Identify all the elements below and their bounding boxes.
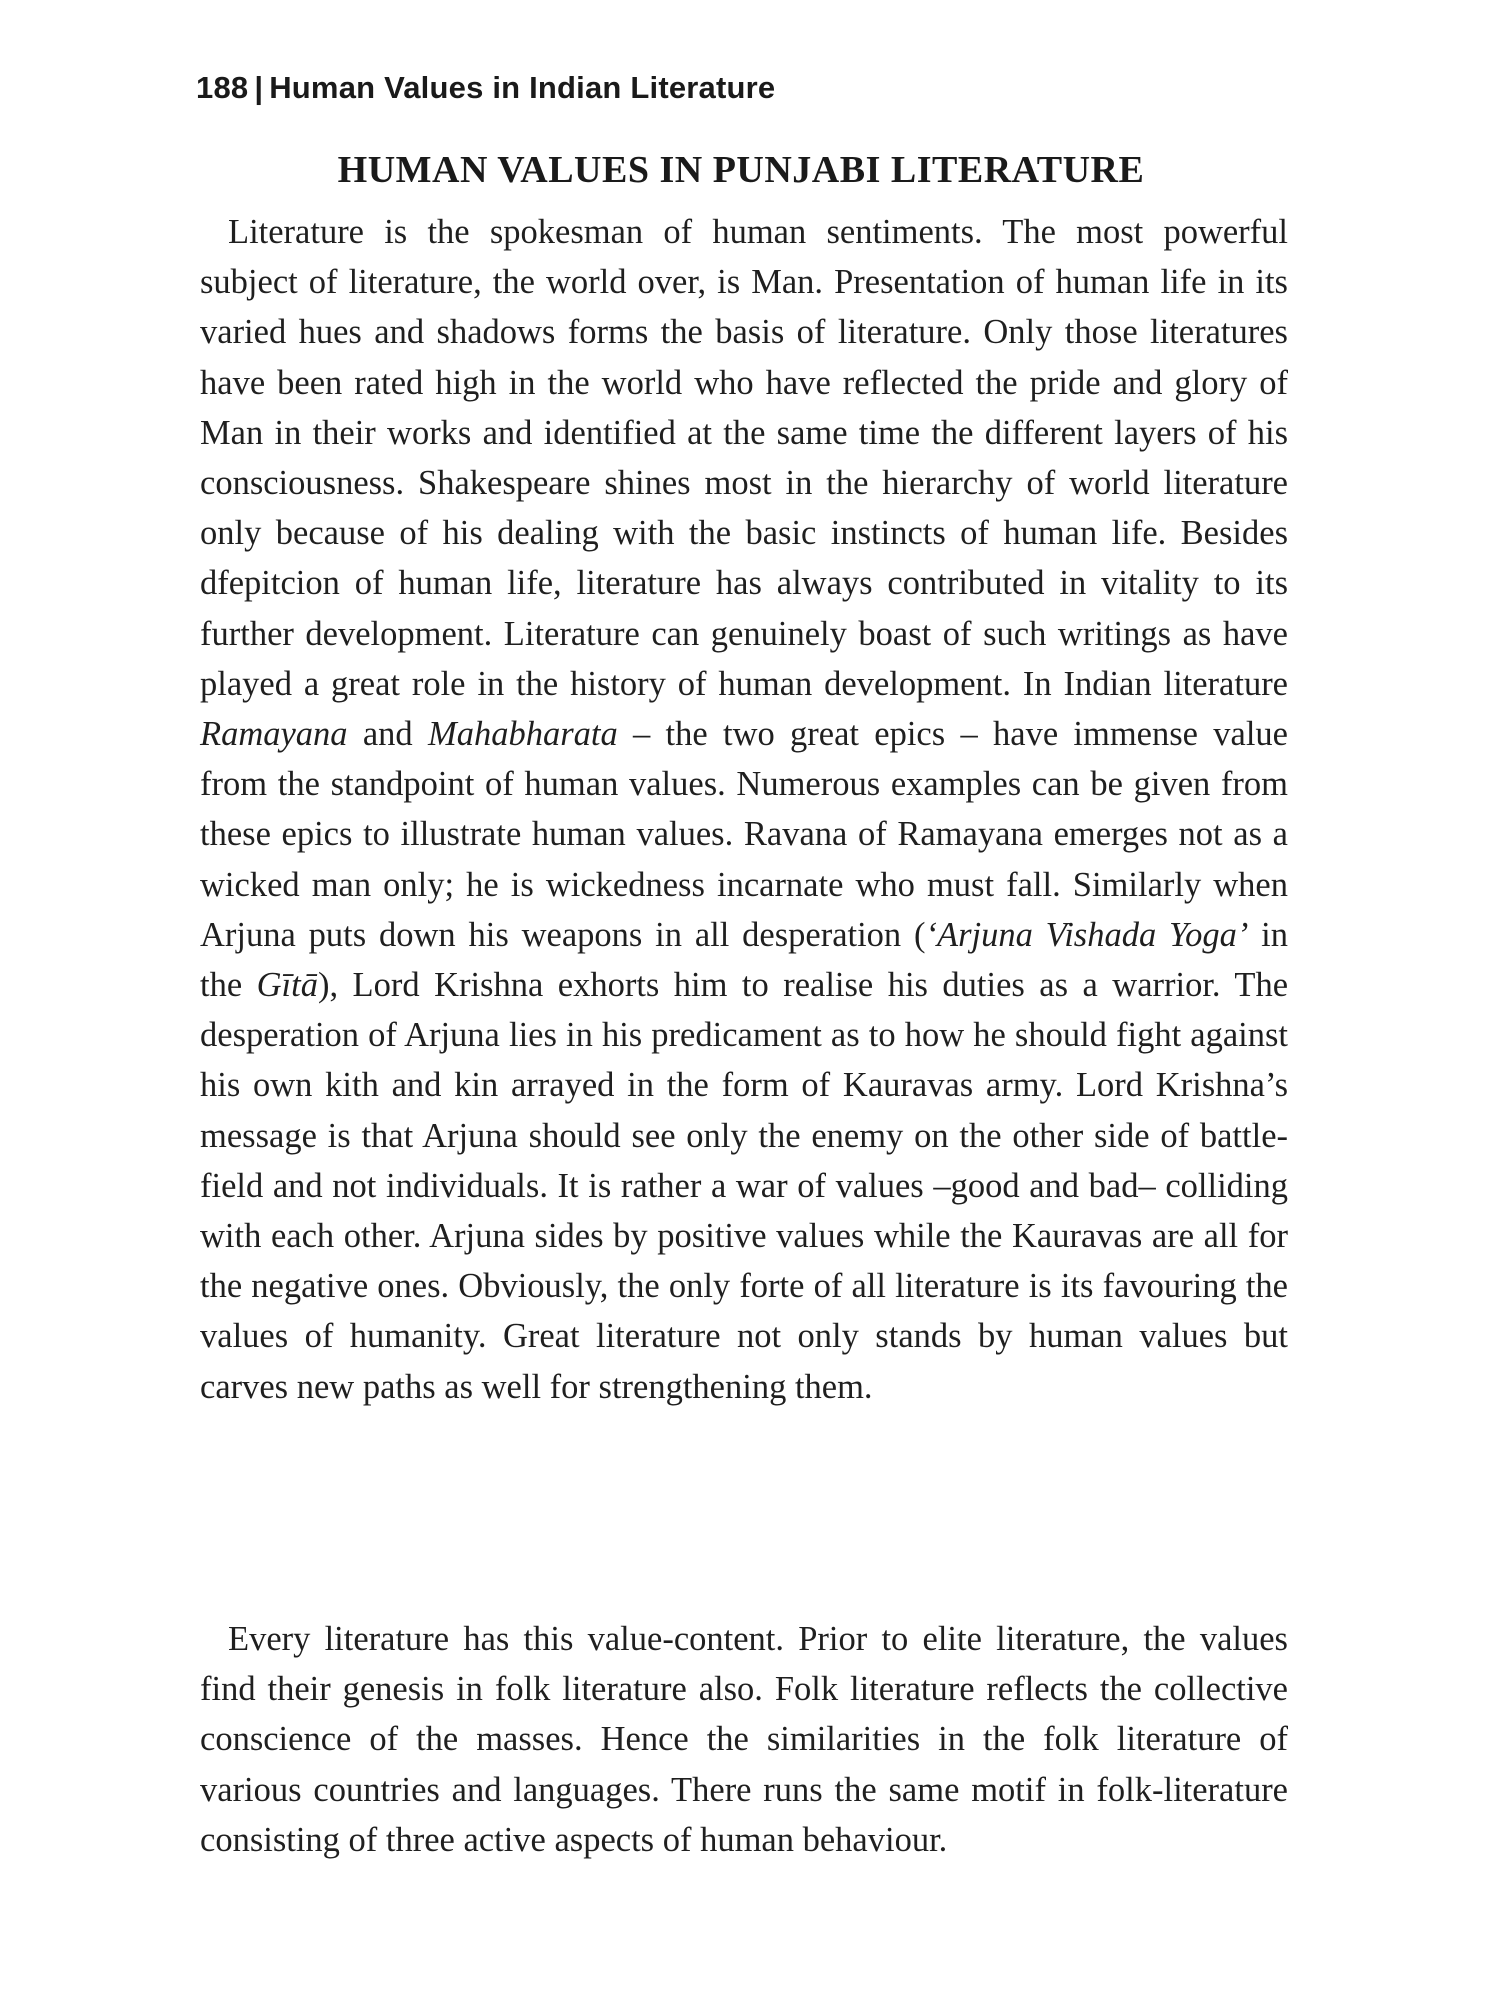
paragraph-2: Every literature has this value-content. Prior to elite literature, the values find their genesis in folk literature also. Folk literature reflects the collective conscience of the masses. Hence the similarities in the folk literature of various countries and languages. There runs the same motif in folk-literature consisting of three active aspects of human behaviour.: [200, 1620, 1288, 1859]
paragraph-1-text-a: Literature is the spokesman of human sentiments. The most powerful subject of literature, the world over, is Man. Presentation of human life in its varied hues and shadows forms the basis of literature. Only those literatures have been rated high in the world who have reflected the pride and glory of Man in their works and identified at the same time the different layers of his consciousness. Shakespeare shines most in the hierarchy of world literature only because of his dealing with the basic instincts of human life. Besides dfepitcion of human life, literature has always contributed in vitality to its further development. Literature can genuinely boast of such writings as have played a great role in the history of human development. In Indian literature: [200, 213, 1288, 703]
ramayana-italic: Ramayana: [200, 715, 348, 754]
running-header: [196, 70, 775, 106]
gita-italic: Gītā: [256, 966, 318, 1005]
paragraph-1-text-d: in the: [200, 915, 1288, 1005]
header-separator: |: [254, 70, 264, 105]
paragraph-1-text-b: and: [347, 715, 428, 754]
arjuna-vishada-yoga-italic: ‘Arjuna Vishada Yoga’: [925, 915, 1249, 954]
paragraph-1-text-e: ), Lord Krishna exhorts him to realise his duties as a warrior. The desperation of Arjuna lies in his predicament as to how he should fight against his own kith and kin arrayed in the form of Kauravas army. Lord Krishna’s message is that Arjuna should see only the enemy on the other side of battle-field and not individuals. It is rather a war of values –good and bad– colliding with each other. Arjuna sides by positive values while the Kauravas are all for the negative ones. Obviously, the only forte of all literature is its favouring the values of humanity. Great literature not only stands by human values but carves new paths as well for strengthening them.: [200, 966, 1289, 1406]
mahabharata-italic: Mahabharata: [427, 715, 618, 754]
page-number: 188: [196, 70, 249, 105]
chapter-title: HUMAN VALUES IN PUNJABI LITERATURE: [337, 149, 1145, 191]
paragraph-1-text-c: – the two great epics – have immense value from the standpoint of human values. Numerous examples can be given from these epics to illustrate human values. Ravana of Ramayana emerges not as a wicked man only; he is wickedness incarnate who must fall. Similarly when Arjuna puts down his weapons in all desperation (: [200, 715, 1288, 954]
paragraph-1: [200, 207, 1288, 1412]
book-title: Human Values in Indian Literature: [269, 70, 776, 105]
